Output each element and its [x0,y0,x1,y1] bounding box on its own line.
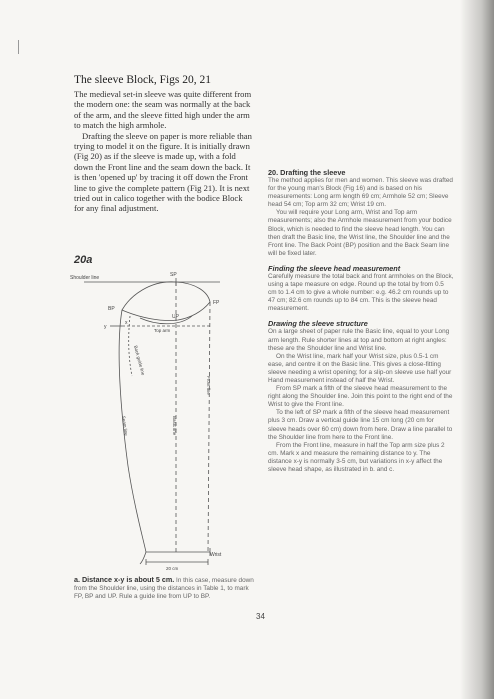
right-para-structure-1: On a large sheet of paper rule the Basic line, equal to your Long arm length. Rule shorter lines at top and bottom at right angles: these are the Shoulder line and Wrist line. [268,328,450,352]
page-number: 34 [256,612,265,621]
wrist-label: Wrist [210,552,222,558]
front-line-label: Front line [206,376,211,395]
book-binding-edge [466,0,494,699]
paragraph-intro: The medieval set-in sleeve was quite different from the modern one: the seam was normally at the back of the arm, and the sleeve fitted high under the arm to match the high armhole. [74,89,252,131]
caption-bold: a. Distance x-y is about 5 cm. [74,575,175,584]
sleeve-draft-figure [70,266,254,570]
x-label: x [125,320,128,326]
right-para-structure-4: To the left of SP mark a fifth of the sleeve head measurement plus 3 cm. Draw a vertical guide line 15 cm long (20 cm for sleeve heads over 60 cm) down from here. Draw a line parallel to the Shoulder line from here to the Front line. [268,409,453,441]
right-heading-drafting: 20. Drafting the sleeve [268,168,346,177]
figure-label: 20a [74,254,93,266]
figure-caption [74,576,254,601]
underarm-curve [140,316,192,324]
left-column [74,74,252,214]
basic-line-label: Basic line [172,416,177,436]
paragraph-drafting: Drafting the sleeve on paper is more reliable than trying to model it on the figure. It is initially drawn (Fig 20) as if the sleeve is made up, with a fold down the Front line and the seam down the back. It is then 'opened up' by tracing it off down the Front line to give the complete pattern (Fig 21). It is next tried out in calico together with the bodice Block for any final adjustment. [74,130,252,214]
right-para-structure-3: From SP mark a fifth of the sleeve head measurement to the right along the Shoulder line. Join this point to the right end of the Wrist to give the Front line. [268,385,453,409]
right-para-sleeve-head: Carefully measure the total back and front armholes on the Block, using a tape measure on edge. Round up the total by from 0.5 cm to 1.4 cm to give a whole number: e.g. 46.2 cm rounds up to 47 cm; 82.6 cm rounds up to 84 cm. This is the sleeve head measurement. [268,272,454,313]
shoulder-line-label: Shoulder line [70,275,100,281]
right-para-measurements: You will require your Long arm, Wrist and Top arm measurements; also the Armhole measurement from your bodice Block, which is needed to find the sleeve head length. You can then draft the Basic line, the Wrist line, the Shoulder line and the Front line. The Back Point (BP) position and the Back Seam line will be fixed later. [268,209,452,257]
right-para-method: The method applies for men and women. This sleeve was drafted for the young man's Block (Fig 16) and is based on his measurements: Long arm length 69 cm; Armhole 52 cm; Sleeve head 54 cm; Top arm 32 cm; Wrist 19 cm. [268,177,453,209]
margin-mark [18,40,19,54]
front-line-path [208,302,210,552]
dimension-label: 20 cm [166,566,179,570]
fp-label: FP [213,300,220,306]
section-title: The sleeve Block, Figs 20, 21 [74,74,212,86]
right-heading-sleeve-head: Finding the sleeve head measurement [268,263,401,273]
back-guide-path [129,316,132,376]
right-para-structure-5: From the Front line, measure in half the Top arm size plus 2 cm. Mark x and measure the remaining distance to y. The distance x-y is normally 3-5 cm, but variations in x-y affect the sleeve head shape, as illustrated in b. and c. [268,441,445,473]
caption-text: In this case, measure down from the Shoulder line, using the distances in Table 1, to mark FP, BP and UP. Rule a guide line from UP to BP. [74,577,254,601]
y-label: y [104,324,107,330]
right-para-structure-2: On the Wrist line, mark half your Wrist size, plus 0.5-1 cm ease, and centre it on the Basic line. This gives a close-fitting sleeve needing a wrist opening; for a slip-on sleeve use half your Hand measurement instead of half the Wrist. [268,352,452,384]
sp-label: SP [170,272,177,278]
sleeve-head-curve [122,282,210,321]
seam-line-label: Seam line [121,415,129,436]
bp-label: BP [108,306,115,312]
back-guide-label: Back guide line [133,344,146,376]
right-column [268,168,454,474]
top-arm-label: Top arm [154,328,171,333]
up-label: UP [172,314,179,320]
right-heading-structure: Drawing the sleeve structure [268,319,368,329]
